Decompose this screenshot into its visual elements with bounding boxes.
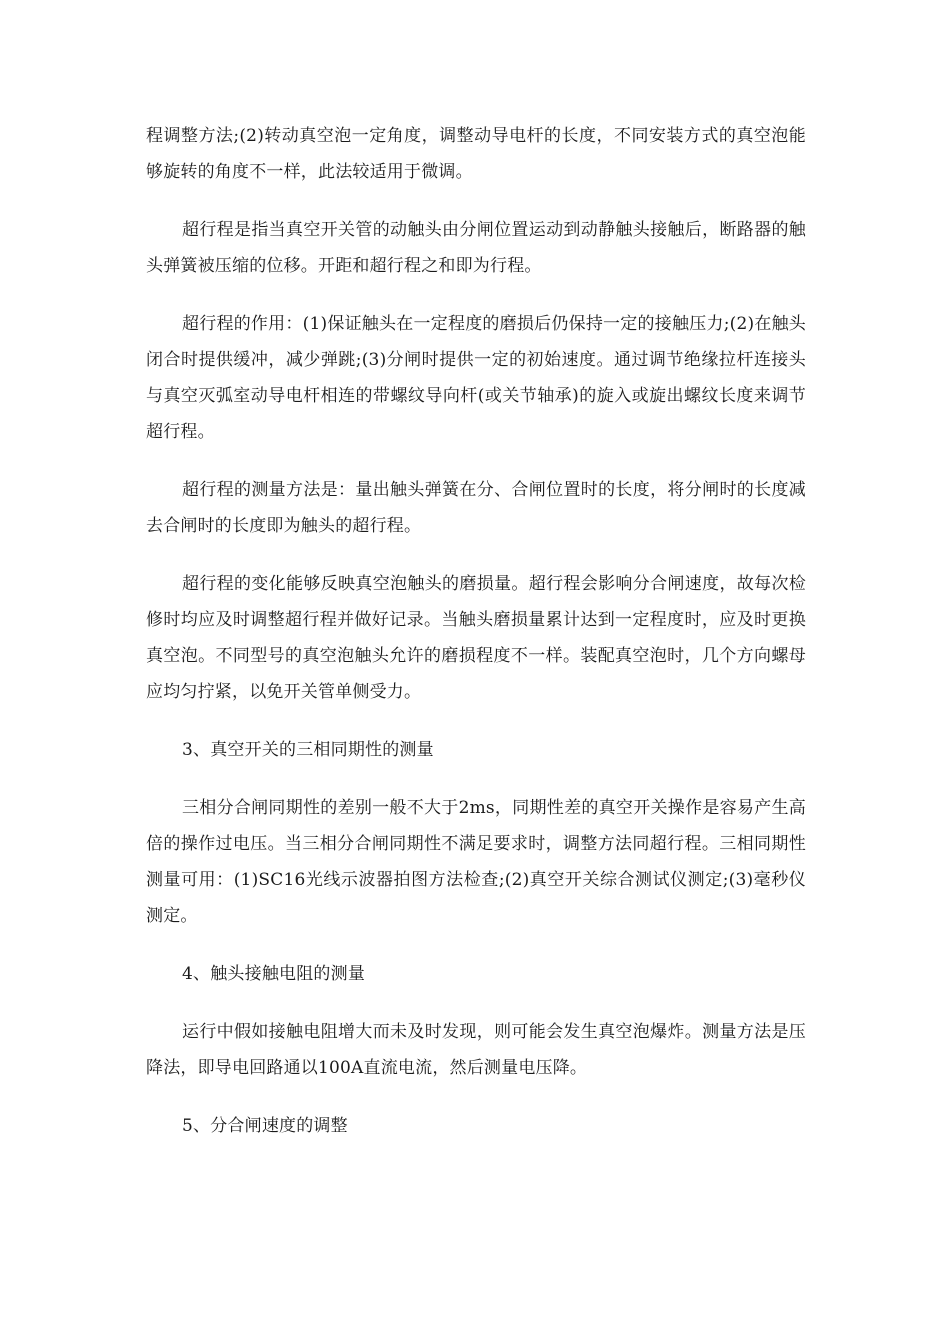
paragraph-contact-resistance: 运行中假如接触电阻增大而未及时发现，则可能会发生真空泡爆炸。测量方法是压降法，即导电回路通以100A直流电流，然后测量电压降。 <box>146 1022 806 1078</box>
section-heading-4: 4、触头接触电阻的测量 <box>182 964 366 984</box>
paragraph-overtravel-measurement: 超行程的测量方法是：量出触头弹簧在分、合闸位置时的长度，将分闸时的长度减去合闸时的长度即为触头的超行程。 <box>146 480 806 536</box>
section-heading-5: 5、分合闸速度的调整 <box>182 1116 348 1136</box>
paragraph-overtravel-wear: 超行程的变化能够反映真空泡触头的磨损量。超行程会影响分合闸速度，故每次检修时均应及时调整超行程并做好记录。当触头磨损量累计达到一定程度时，应及时更换真空泡。不同型号的真空泡触头允许的磨损程度不一样。装配真空泡时，几个方向螺母应均匀拧紧，以免开关管单侧受力。 <box>146 574 806 702</box>
document-body <box>146 118 806 1166</box>
paragraph-overtravel-function: 超行程的作用：(1)保证触头在一定程度的磨损后仍保持一定的接触压力;(2)在触头闭合时提供缓冲，减少弹跳;(3)分闸时提供一定的初始速度。通过调节绝缘拉杆连接头与真空灭弧室动导电杆相连的带螺纹导向杆(或关节轴承)的旋入或旋出螺纹长度来调节超行程。 <box>146 314 806 442</box>
paragraph-overtravel-definition: 超行程是指当真空开关管的动触头由分闸位置运动到动静触头接触后，断路器的触头弹簧被压缩的位移。开距和超行程之和即为行程。 <box>146 220 806 276</box>
section-heading-3: 3、真空开关的三相同期性的测量 <box>182 740 434 760</box>
paragraph-synchronism: 三相分合闸同期性的差别一般不大于2ms，同期性差的真空开关操作是容易产生高倍的操作过电压。当三相分合闸同期性不满足要求时，调整方法同超行程。三相同期性测量可用：(1)SC16光线示波器拍图方法检查;(2)真空开关综合测试仪测定;(3)毫秒仪测定。 <box>146 798 806 926</box>
paragraph-continuation: 程调整方法;(2)转动真空泡一定角度，调整动导电杆的长度，不同安装方式的真空泡能够旋转的角度不一样，此法较适用于微调。 <box>146 126 806 182</box>
